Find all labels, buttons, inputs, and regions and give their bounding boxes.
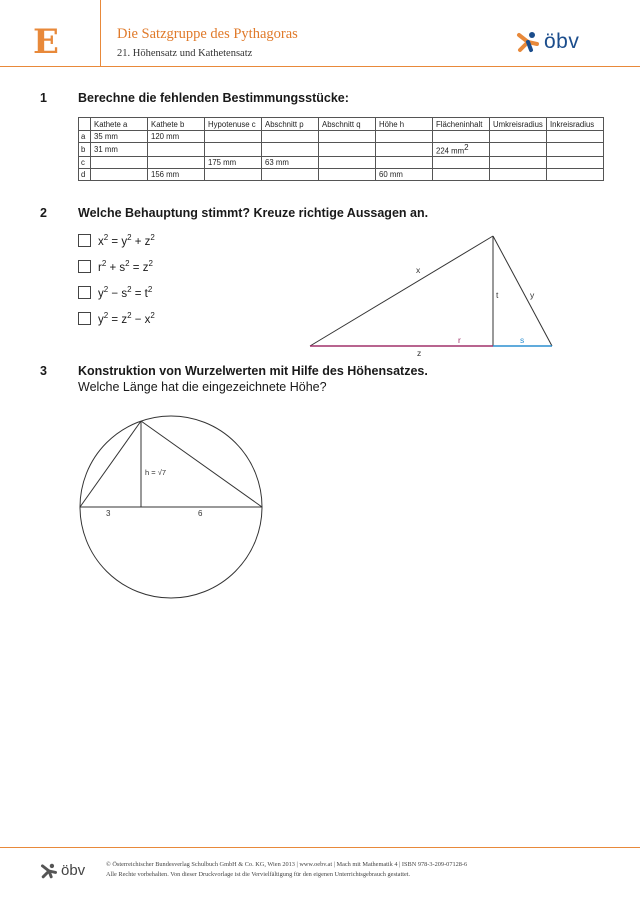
table-cell	[376, 156, 433, 168]
table-cell: 175 mm	[205, 156, 262, 168]
header-divider-vertical	[100, 0, 101, 66]
table-cell	[319, 156, 376, 168]
column-header: Flächeninhalt	[433, 118, 490, 131]
right-triangle-figure	[300, 228, 570, 360]
table-cell	[262, 143, 319, 157]
table-cell-area	[433, 143, 490, 157]
column-header: Inkreisradius	[547, 118, 604, 131]
table-cell	[205, 131, 262, 143]
table-cell	[433, 131, 490, 143]
table-cell: 31 mm	[91, 143, 148, 157]
table-cell	[490, 168, 547, 180]
table-cell	[319, 168, 376, 180]
header-divider-horizontal	[0, 66, 640, 67]
area-value: 224 mm	[436, 146, 465, 156]
table-cell	[205, 143, 262, 157]
option-formula: $x^2 = y^2 + z^2$	[98, 233, 155, 248]
copyright-line: © Österreichischer Bundesverlag Schulbuch GmbH & Co. KG, Wien 2013 | www.oebv.at | Mach mit Mathematik 4 | ISBN 978-3-209-07128-6	[106, 861, 468, 868]
page-subtitle: 21. Höhensatz und Kathetensatz	[117, 48, 253, 59]
checkbox[interactable]	[78, 234, 91, 247]
table-cell	[148, 143, 205, 157]
task-question: Welche Behauptung stimmt? Kreuze richtige Aussagen an.	[78, 206, 429, 220]
chapter-letter: E	[33, 22, 59, 62]
table-row	[79, 156, 604, 168]
row-label: c	[79, 156, 91, 168]
table-corner-cell	[79, 118, 91, 131]
height-label: h = √7	[145, 468, 167, 477]
table-cell	[319, 131, 376, 143]
table-cell: 63 mm	[262, 156, 319, 168]
table-cell: 120 mm	[148, 131, 205, 143]
label-t: t	[496, 290, 499, 300]
option-formula: $y^2 - s^2 = t^2$	[98, 285, 153, 300]
values-table	[78, 117, 604, 181]
task-question: Konstruktion von Wurzelwerten mit Hilfe des Höhensatzes.	[78, 364, 428, 378]
star-logo-icon	[40, 863, 58, 879]
side-x	[310, 236, 493, 346]
checkbox[interactable]	[78, 312, 91, 325]
table-cell: 60 mm	[376, 168, 433, 180]
label-y: y	[530, 290, 535, 300]
leg-right	[141, 421, 262, 507]
footer-logo	[40, 862, 85, 879]
table-cell	[547, 168, 604, 180]
table-cell	[376, 131, 433, 143]
checkbox[interactable]	[78, 260, 91, 273]
table-cell	[148, 156, 205, 168]
table-cell	[547, 156, 604, 168]
table-row	[79, 168, 604, 180]
table-cell	[91, 168, 148, 180]
footer-logo-text: öbv	[61, 862, 86, 879]
task-subquestion: Welche Länge hat die eingezeichnete Höhe?	[78, 380, 327, 394]
row-label: d	[79, 168, 91, 180]
table-cell	[490, 156, 547, 168]
table-cell	[376, 143, 433, 157]
option-3	[78, 285, 152, 300]
table-cell	[490, 131, 547, 143]
label-x: x	[416, 265, 421, 275]
table-cell	[262, 168, 319, 180]
rights-line: Alle Rechte vorbehalten. Von dieser Druckvorlage ist die Vervielfältigung für den eigenen Unterrichtsgebrauch gestattet.	[106, 870, 411, 878]
column-header: Hypotenuse c	[205, 118, 262, 131]
leg-left	[80, 421, 141, 507]
logo-text: öbv	[544, 30, 580, 53]
checkbox[interactable]	[78, 286, 91, 299]
column-header: Abschnitt p	[262, 118, 319, 131]
table-cell	[547, 143, 604, 157]
segment-label-3: 3	[106, 509, 111, 518]
segment-label-6: 6	[198, 509, 203, 518]
label-r: r	[458, 335, 461, 345]
option-4	[78, 311, 155, 326]
option-formula: $r^2 + s^2 = z^2$	[98, 259, 153, 274]
publisher-logo	[516, 30, 579, 54]
column-header: Umkreisradius	[490, 118, 547, 131]
area-exponent: 2	[464, 143, 469, 152]
table-cell	[262, 131, 319, 143]
task-question: Berechne die fehlenden Bestimmungsstücke:	[78, 91, 349, 105]
table-cell	[205, 168, 262, 180]
row-label: a	[79, 131, 91, 143]
page-title: Die Satzgruppe des Pythagoras	[117, 26, 298, 42]
table-row	[79, 131, 604, 143]
row-label: b	[79, 143, 91, 157]
table-row	[79, 143, 604, 157]
table-cell	[490, 143, 547, 157]
star-logo-icon	[516, 31, 540, 53]
task-number: 3	[40, 364, 47, 378]
option-1	[78, 233, 155, 248]
option-formula: $y^2 = z^2 - x^2$	[98, 311, 155, 326]
label-z: z	[417, 348, 422, 358]
column-header: Kathete a	[91, 118, 148, 131]
table-cell	[91, 156, 148, 168]
table-cell	[433, 168, 490, 180]
thales-circle-figure	[74, 414, 270, 604]
copyright-notice	[106, 860, 626, 879]
column-header: Höhe h	[376, 118, 433, 131]
side-y	[493, 236, 552, 346]
table-cell: 156 mm	[148, 168, 205, 180]
task-number: 1	[40, 91, 47, 105]
table-cell	[433, 156, 490, 168]
table-cell	[319, 143, 376, 157]
option-2	[78, 259, 153, 274]
column-header: Abschnitt q	[319, 118, 376, 131]
column-header: Kathete b	[148, 118, 205, 131]
table-cell: 35 mm	[91, 131, 148, 143]
table-header-row	[79, 118, 604, 131]
label-s: s	[520, 335, 525, 345]
footer-divider	[0, 847, 640, 848]
table-cell	[547, 131, 604, 143]
task-number: 2	[40, 206, 47, 220]
